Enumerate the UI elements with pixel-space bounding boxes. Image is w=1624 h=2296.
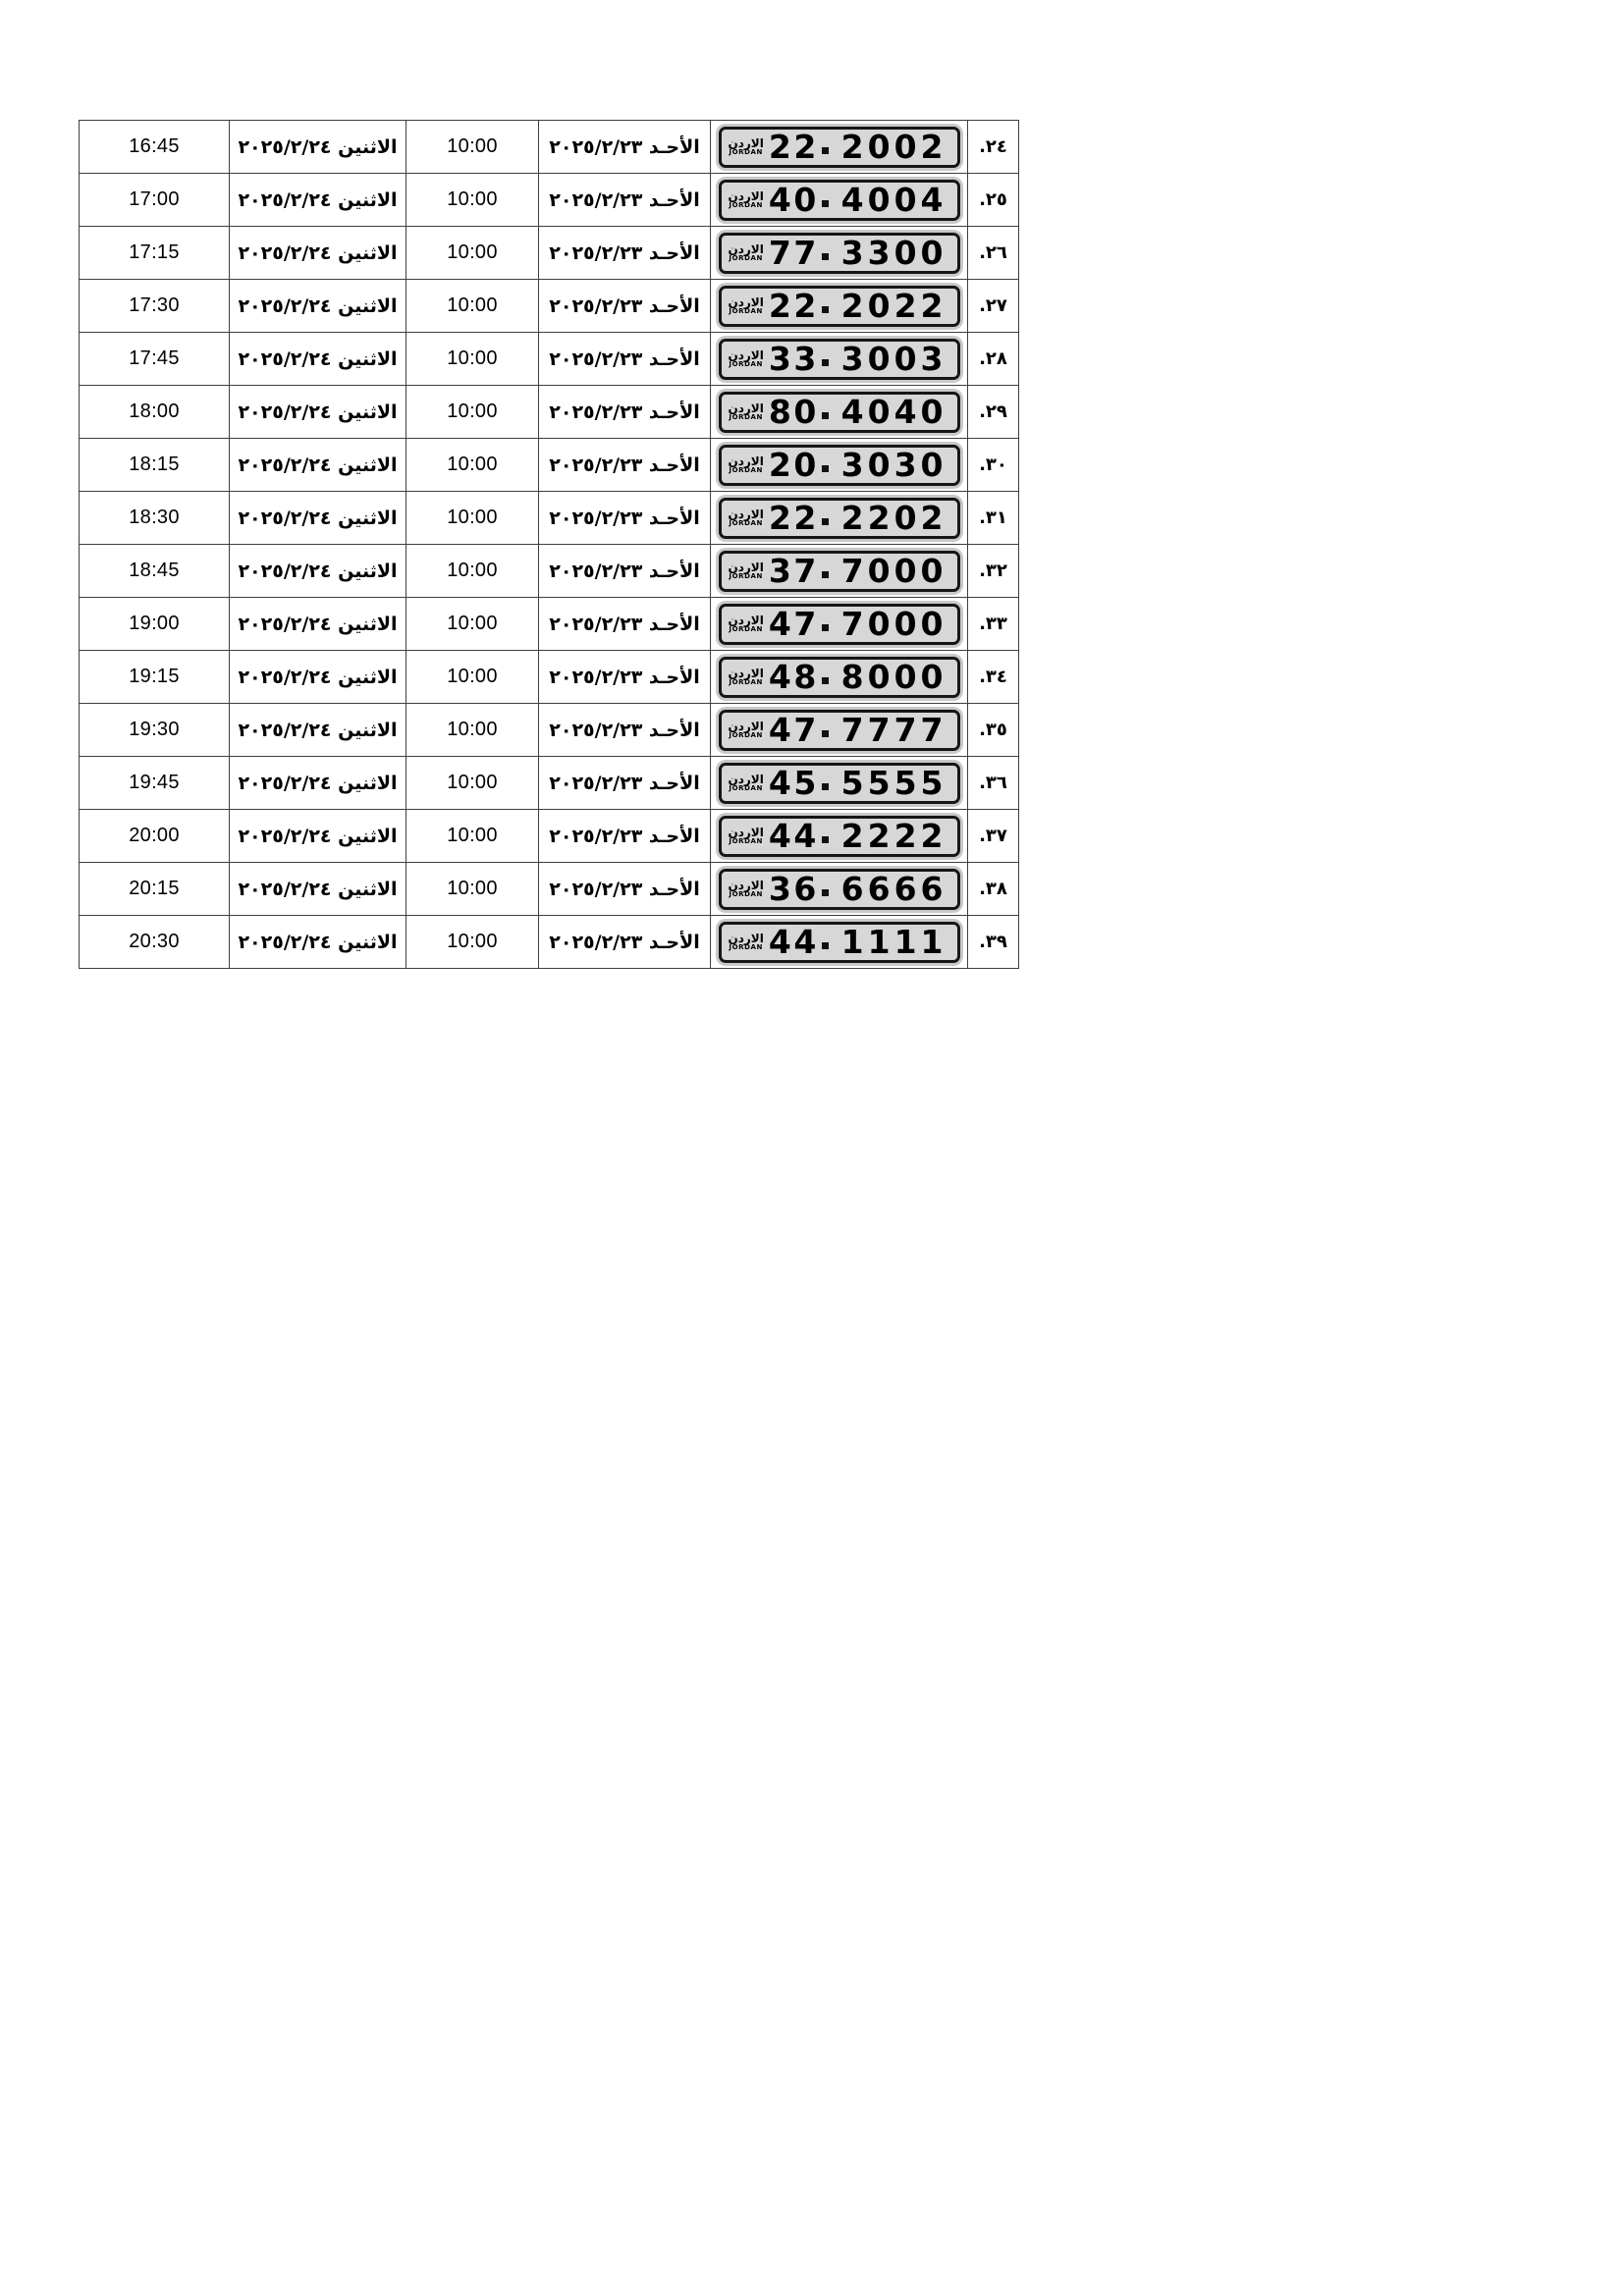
row-index: .٣٨ bbox=[968, 863, 1019, 916]
plate-cell bbox=[711, 704, 968, 757]
plate-separator-dot-icon bbox=[822, 359, 829, 366]
license-plate bbox=[719, 233, 960, 274]
row-index: .٣٤ bbox=[968, 651, 1019, 704]
auction-end-time: 17:45 bbox=[80, 333, 230, 386]
plate-country-block bbox=[729, 933, 764, 952]
plate-country-arabic: الاردن bbox=[728, 507, 764, 521]
auction-start-time: 10:00 bbox=[406, 333, 539, 386]
plate-separator-dot-icon bbox=[822, 836, 829, 843]
plate-country-arabic: الاردن bbox=[728, 772, 764, 786]
table-row bbox=[80, 439, 1019, 492]
license-plate bbox=[719, 392, 960, 433]
auction-start-date: الأحـد ٢٠٢٥/٢/٢٣ bbox=[539, 386, 711, 439]
auction-end-date: الاثنين ٢٠٢٥/٢/٢٤ bbox=[230, 174, 406, 227]
plate-code: 36 bbox=[768, 870, 819, 908]
plate-country-block bbox=[729, 880, 764, 899]
row-index: .٢٨ bbox=[968, 333, 1019, 386]
plate-separator-dot-icon bbox=[822, 306, 829, 313]
plate-country-block bbox=[729, 667, 764, 687]
auction-start-time: 10:00 bbox=[406, 121, 539, 174]
auction-start-date: الأحـد ٢٠٢٥/٢/٢٣ bbox=[539, 545, 711, 598]
plate-separator-dot-icon bbox=[822, 730, 829, 737]
auction-start-date: الأحـد ٢٠٢٥/٢/٢٣ bbox=[539, 757, 711, 810]
plate-country-arabic: الاردن bbox=[728, 931, 764, 945]
auction-end-date: الاثنين ٢٠٢٥/٢/٢٤ bbox=[230, 704, 406, 757]
plate-code: 44 bbox=[768, 817, 819, 855]
plate-country-arabic: الاردن bbox=[728, 400, 764, 415]
plate-country-english: JORDAN bbox=[729, 572, 763, 581]
plate-country-arabic: الاردن bbox=[728, 825, 764, 839]
plate-country-arabic: الاردن bbox=[728, 719, 764, 733]
auction-start-time: 10:00 bbox=[406, 280, 539, 333]
plate-separator-dot-icon bbox=[822, 253, 829, 260]
license-plate bbox=[719, 604, 960, 645]
plate-country-english: JORDAN bbox=[729, 731, 763, 740]
table-row bbox=[80, 598, 1019, 651]
plate-number: 2022 bbox=[840, 287, 947, 325]
plate-number: 8000 bbox=[840, 658, 947, 696]
auction-start-time: 10:00 bbox=[406, 174, 539, 227]
plate-cell bbox=[711, 386, 968, 439]
row-index: .٣٥ bbox=[968, 704, 1019, 757]
auction-start-date: الأحـد ٢٠٢٥/٢/٢٣ bbox=[539, 439, 711, 492]
auction-end-time: 18:00 bbox=[80, 386, 230, 439]
table-row bbox=[80, 704, 1019, 757]
plate-separator-dot-icon bbox=[822, 200, 829, 207]
row-index: .٢٦ bbox=[968, 227, 1019, 280]
plate-country-block bbox=[729, 349, 764, 369]
plate-cell bbox=[711, 280, 968, 333]
plate-separator-dot-icon bbox=[822, 412, 829, 419]
row-index: .٣٠ bbox=[968, 439, 1019, 492]
auction-start-time: 10:00 bbox=[406, 704, 539, 757]
auction-start-date: الأحـد ٢٠٢٥/٢/٢٣ bbox=[539, 121, 711, 174]
auction-end-time: 17:30 bbox=[80, 280, 230, 333]
plate-country-english: JORDAN bbox=[729, 307, 763, 316]
auction-end-date: الاثنين ٢٠٢٥/٢/٢٤ bbox=[230, 810, 406, 863]
plate-cell bbox=[711, 545, 968, 598]
plate-separator-dot-icon bbox=[822, 942, 829, 949]
plate-country-english: JORDAN bbox=[729, 360, 763, 369]
plate-code: 47 bbox=[768, 605, 819, 643]
plate-country-block bbox=[729, 243, 764, 263]
plate-number: 5555 bbox=[840, 764, 947, 802]
plate-country-english: JORDAN bbox=[729, 254, 763, 263]
auction-end-time: 19:15 bbox=[80, 651, 230, 704]
table-row bbox=[80, 916, 1019, 969]
row-index: .٣٣ bbox=[968, 598, 1019, 651]
auction-end-time: 18:15 bbox=[80, 439, 230, 492]
auction-start-time: 10:00 bbox=[406, 757, 539, 810]
plate-country-arabic: الاردن bbox=[728, 560, 764, 574]
plate-cell bbox=[711, 651, 968, 704]
row-index: .٣٦ bbox=[968, 757, 1019, 810]
plate-code: 22 bbox=[768, 287, 819, 325]
table-row bbox=[80, 121, 1019, 174]
auction-start-time: 10:00 bbox=[406, 492, 539, 545]
plate-number: 2222 bbox=[840, 817, 947, 855]
plate-country-english: JORDAN bbox=[729, 519, 763, 528]
plate-cell bbox=[711, 227, 968, 280]
plate-cell bbox=[711, 492, 968, 545]
table-row bbox=[80, 757, 1019, 810]
row-index: .٢٧ bbox=[968, 280, 1019, 333]
auction-end-time: 19:45 bbox=[80, 757, 230, 810]
plate-country-block bbox=[729, 137, 764, 157]
table-row bbox=[80, 863, 1019, 916]
license-plate bbox=[719, 127, 960, 168]
auction-start-date: الأحـد ٢٠٢٥/٢/٢٣ bbox=[539, 492, 711, 545]
auction-start-date: الأحـد ٢٠٢٥/٢/٢٣ bbox=[539, 863, 711, 916]
plate-number: 2002 bbox=[840, 128, 947, 166]
plate-country-english: JORDAN bbox=[729, 201, 763, 210]
auction-start-date: الأحـد ٢٠٢٥/٢/٢٣ bbox=[539, 174, 711, 227]
auction-end-time: 20:30 bbox=[80, 916, 230, 969]
plate-country-english: JORDAN bbox=[729, 625, 763, 634]
plate-separator-dot-icon bbox=[822, 518, 829, 525]
auction-start-time: 10:00 bbox=[406, 651, 539, 704]
plate-number: 4040 bbox=[840, 393, 947, 431]
row-index: .٣٢ bbox=[968, 545, 1019, 598]
plate-country-block bbox=[729, 508, 764, 528]
table-row bbox=[80, 545, 1019, 598]
auction-end-time: 17:15 bbox=[80, 227, 230, 280]
auction-end-date: الاثنين ٢٠٢٥/٢/٢٤ bbox=[230, 386, 406, 439]
plate-code: 48 bbox=[768, 658, 819, 696]
plate-separator-dot-icon bbox=[822, 677, 829, 684]
auction-start-time: 10:00 bbox=[406, 439, 539, 492]
auction-end-date: الاثنين ٢٠٢٥/٢/٢٤ bbox=[230, 333, 406, 386]
plate-number: 6666 bbox=[840, 870, 947, 908]
plate-cell bbox=[711, 810, 968, 863]
auction-end-time: 19:00 bbox=[80, 598, 230, 651]
auction-start-date: الأحـد ٢٠٢٥/٢/٢٣ bbox=[539, 333, 711, 386]
plate-separator-dot-icon bbox=[822, 571, 829, 578]
license-plate bbox=[719, 763, 960, 804]
license-plate bbox=[719, 922, 960, 963]
plate-code: 45 bbox=[768, 764, 819, 802]
plate-cell bbox=[711, 863, 968, 916]
plate-code: 22 bbox=[768, 128, 819, 166]
row-index: .٣٩ bbox=[968, 916, 1019, 969]
plate-code: 20 bbox=[768, 446, 819, 484]
auction-end-time: 18:45 bbox=[80, 545, 230, 598]
plate-country-block bbox=[729, 614, 764, 634]
auction-start-time: 10:00 bbox=[406, 227, 539, 280]
auction-end-date: الاثنين ٢٠٢٥/٢/٢٤ bbox=[230, 651, 406, 704]
plate-country-arabic: الاردن bbox=[728, 135, 764, 150]
plate-country-english: JORDAN bbox=[729, 837, 763, 846]
row-index: .٣٧ bbox=[968, 810, 1019, 863]
plate-code: 80 bbox=[768, 393, 819, 431]
plate-auction-schedule-table bbox=[79, 120, 1019, 969]
plate-country-block bbox=[729, 721, 764, 740]
plate-country-english: JORDAN bbox=[729, 148, 763, 157]
plate-cell bbox=[711, 174, 968, 227]
plate-country-block bbox=[729, 561, 764, 581]
plate-number: 3300 bbox=[840, 234, 947, 272]
plate-country-arabic: الاردن bbox=[728, 666, 764, 680]
license-plate bbox=[719, 710, 960, 751]
plate-separator-dot-icon bbox=[822, 889, 829, 896]
auction-end-time: 17:00 bbox=[80, 174, 230, 227]
plate-country-arabic: الاردن bbox=[728, 188, 764, 203]
plate-country-block bbox=[729, 190, 764, 210]
plate-code: 37 bbox=[768, 552, 819, 590]
auction-start-date: الأحـد ٢٠٢٥/٢/٢٣ bbox=[539, 916, 711, 969]
plate-code: 77 bbox=[768, 234, 819, 272]
auction-end-date: الاثنين ٢٠٢٥/٢/٢٤ bbox=[230, 121, 406, 174]
plate-code: 33 bbox=[768, 340, 819, 378]
license-plate bbox=[719, 657, 960, 698]
plate-separator-dot-icon bbox=[822, 465, 829, 472]
plate-cell bbox=[711, 757, 968, 810]
plate-cell bbox=[711, 333, 968, 386]
license-plate bbox=[719, 869, 960, 910]
auction-end-date: الاثنين ٢٠٢٥/٢/٢٤ bbox=[230, 757, 406, 810]
license-plate bbox=[719, 816, 960, 857]
auction-start-date: الأحـد ٢٠٢٥/٢/٢٣ bbox=[539, 810, 711, 863]
plate-country-arabic: الاردن bbox=[728, 241, 764, 256]
plate-country-arabic: الاردن bbox=[728, 347, 764, 362]
auction-end-time: 18:30 bbox=[80, 492, 230, 545]
plate-code: 47 bbox=[768, 711, 819, 749]
auction-start-time: 10:00 bbox=[406, 810, 539, 863]
plate-number: 4004 bbox=[840, 181, 947, 219]
auction-end-date: الاثنين ٢٠٢٥/٢/٢٤ bbox=[230, 227, 406, 280]
plate-separator-dot-icon bbox=[822, 147, 829, 154]
auction-end-date: الاثنين ٢٠٢٥/٢/٢٤ bbox=[230, 598, 406, 651]
auction-end-date: الاثنين ٢٠٢٥/٢/٢٤ bbox=[230, 439, 406, 492]
plate-number: 2202 bbox=[840, 499, 947, 537]
auction-start-time: 10:00 bbox=[406, 545, 539, 598]
auction-start-time: 10:00 bbox=[406, 598, 539, 651]
plate-country-arabic: الاردن bbox=[728, 878, 764, 892]
plate-code: 44 bbox=[768, 923, 819, 961]
auction-end-time: 20:00 bbox=[80, 810, 230, 863]
plate-table-body bbox=[80, 121, 1019, 969]
row-index: .٢٩ bbox=[968, 386, 1019, 439]
license-plate bbox=[719, 551, 960, 592]
auction-end-date: الاثنين ٢٠٢٥/٢/٢٤ bbox=[230, 280, 406, 333]
plate-number: 3003 bbox=[840, 340, 947, 378]
table-row bbox=[80, 492, 1019, 545]
plate-number: 3030 bbox=[840, 446, 947, 484]
auction-start-time: 10:00 bbox=[406, 916, 539, 969]
plate-country-arabic: الاردن bbox=[728, 294, 764, 309]
plate-country-english: JORDAN bbox=[729, 678, 763, 687]
license-plate bbox=[719, 286, 960, 327]
table-row bbox=[80, 333, 1019, 386]
auction-end-date: الاثنين ٢٠٢٥/٢/٢٤ bbox=[230, 492, 406, 545]
plate-country-english: JORDAN bbox=[729, 413, 763, 422]
plate-number: 1111 bbox=[840, 923, 947, 961]
license-plate bbox=[719, 339, 960, 380]
plate-country-english: JORDAN bbox=[729, 943, 763, 952]
auction-start-time: 10:00 bbox=[406, 386, 539, 439]
plate-country-arabic: الاردن bbox=[728, 613, 764, 627]
row-index: .٢٥ bbox=[968, 174, 1019, 227]
auction-end-date: الاثنين ٢٠٢٥/٢/٢٤ bbox=[230, 863, 406, 916]
plate-cell bbox=[711, 121, 968, 174]
table-row bbox=[80, 227, 1019, 280]
table-row bbox=[80, 174, 1019, 227]
plate-separator-dot-icon bbox=[822, 624, 829, 631]
plate-separator-dot-icon bbox=[822, 783, 829, 790]
auction-end-time: 16:45 bbox=[80, 121, 230, 174]
plate-country-block bbox=[729, 296, 764, 316]
auction-start-date: الأحـد ٢٠٢٥/٢/٢٣ bbox=[539, 598, 711, 651]
plate-cell bbox=[711, 439, 968, 492]
plate-code: 40 bbox=[768, 181, 819, 219]
plate-country-arabic: الاردن bbox=[728, 454, 764, 468]
table-row bbox=[80, 651, 1019, 704]
auction-start-date: الأحـد ٢٠٢٥/٢/٢٣ bbox=[539, 280, 711, 333]
auction-end-time: 19:30 bbox=[80, 704, 230, 757]
auction-end-date: الاثنين ٢٠٢٥/٢/٢٤ bbox=[230, 545, 406, 598]
row-index: .٢٤ bbox=[968, 121, 1019, 174]
table-row bbox=[80, 386, 1019, 439]
plate-country-block bbox=[729, 827, 764, 846]
plate-cell bbox=[711, 598, 968, 651]
auction-start-date: الأحـد ٢٠٢٥/٢/٢٣ bbox=[539, 651, 711, 704]
plate-code: 22 bbox=[768, 499, 819, 537]
plate-cell bbox=[711, 916, 968, 969]
auction-end-date: الاثنين ٢٠٢٥/٢/٢٤ bbox=[230, 916, 406, 969]
auction-start-date: الأحـد ٢٠٢٥/٢/٢٣ bbox=[539, 227, 711, 280]
auction-start-date: الأحـد ٢٠٢٥/٢/٢٣ bbox=[539, 704, 711, 757]
plate-country-block bbox=[729, 402, 764, 422]
auction-start-time: 10:00 bbox=[406, 863, 539, 916]
plate-country-english: JORDAN bbox=[729, 890, 763, 899]
license-plate bbox=[719, 498, 960, 539]
plate-country-block bbox=[729, 774, 764, 793]
auction-end-time: 20:15 bbox=[80, 863, 230, 916]
plate-country-block bbox=[729, 455, 764, 475]
plate-number: 7000 bbox=[840, 552, 947, 590]
license-plate bbox=[719, 180, 960, 221]
plate-number: 7000 bbox=[840, 605, 947, 643]
table-row bbox=[80, 280, 1019, 333]
plate-number: 7777 bbox=[840, 711, 947, 749]
plate-country-english: JORDAN bbox=[729, 784, 763, 793]
license-plate bbox=[719, 445, 960, 486]
row-index: .٣١ bbox=[968, 492, 1019, 545]
plate-country-english: JORDAN bbox=[729, 466, 763, 475]
table-row bbox=[80, 810, 1019, 863]
